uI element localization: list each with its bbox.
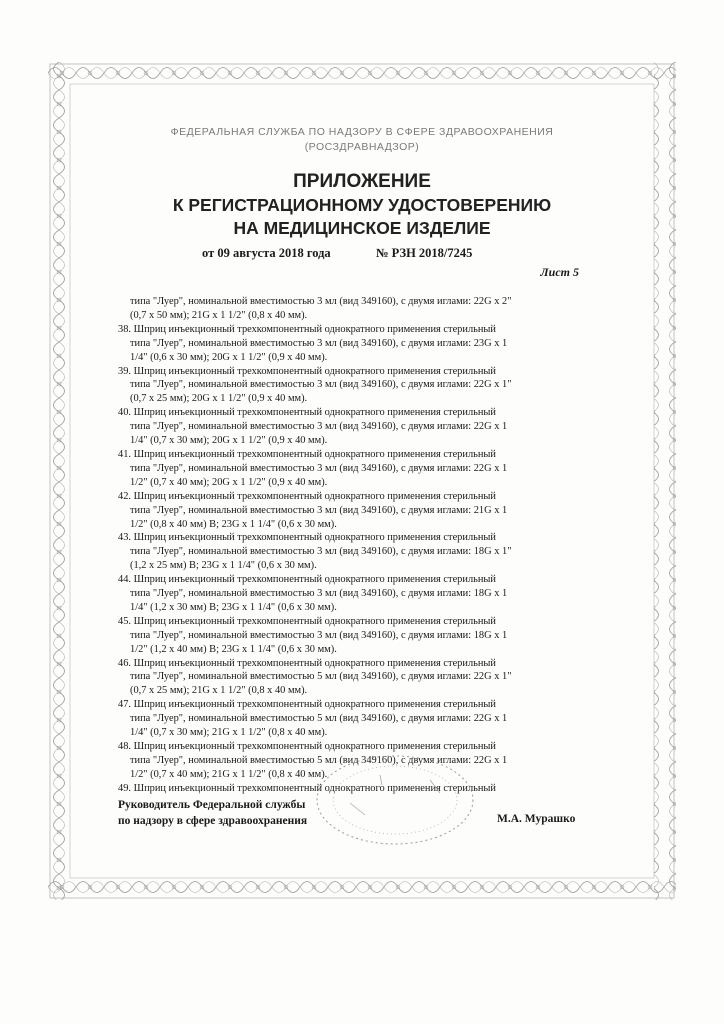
entry-line: типа "Луер", номинальной вместимостью 3 мл (вид 349160), с двумя иглами: 22G х 1: [130, 421, 508, 433]
signatory-title: [118, 797, 307, 829]
entry-line: 1/2" (0,7 х 40 мм); 20G х 1 1/2" (0,9 х 40 мм).: [130, 476, 328, 488]
entry-line: типа "Луер", номинальной вместимостью 3 мл (вид 349160), с двумя иглами: 22G х 2": [130, 296, 512, 307]
entry-line: 46. Шприц инъекционный трехкомпонентный однократного применения стерильный: [118, 657, 496, 669]
entry-line: 40. Шприц инъекционный трехкомпонентный однократного применения стерильный: [118, 407, 496, 419]
entry-line: типа "Луер", номинальной вместимостью 3 мл (вид 349160), с двумя иглами: 18G х 1: [130, 588, 508, 600]
entry-line: типа "Луер", номинальной вместимостью 3 мл (вид 349160), с двумя иглами: 22G х 1": [130, 379, 512, 391]
entry-line: 1/4" (0,6 х 30 мм); 20G х 1 1/2" (0,9 х 40 мм).: [130, 351, 328, 363]
list-item: [118, 448, 588, 490]
entry-line: 49. Шприц инъекционный трехкомпонентный однократного применения стерильный: [118, 782, 496, 794]
entry-line: (0,7 х 25 мм); 21G х 1 1/2" (0,8 х 40 мм).: [130, 685, 308, 697]
continued-entry: [118, 295, 588, 323]
entry-line: 45. Шприц инъекционный трехкомпонентный однократного применения стерильный: [118, 615, 496, 627]
list-item: [118, 323, 588, 365]
list-item: [118, 698, 588, 740]
entry-line: 1/4" (1,2 х 30 мм) В; 23G х 1 1/4" (0,6 х 30 мм).: [130, 601, 337, 613]
entry-line: типа "Луер", номинальной вместимостью 3 мл (вид 349160), с двумя иглами: 18G х 1: [130, 629, 508, 641]
list-item: [118, 406, 588, 448]
document-title: ПРИЛОЖЕНИЕ: [293, 171, 431, 192]
list-item: [118, 490, 588, 532]
entry-line: 39. Шприц инъекционный трехкомпонентный однократного применения стерильный: [118, 365, 496, 377]
official-stamp: [290, 745, 500, 845]
list-item: [118, 657, 588, 699]
entry-line: 1/4" (0,7 х 30 мм); 20G х 1 1/2" (0,9 х 40 мм).: [130, 435, 328, 447]
list-item: [118, 615, 588, 657]
entry-line: 1/2" (0,7 х 40 мм); 21G х 1 1/2" (0,8 х 40 мм).: [130, 768, 328, 780]
entry-line: типа "Луер", номинальной вместимостью 5 мл (вид 349160), с двумя иглами: 22G х 1: [130, 713, 508, 725]
agency-name: ФЕДЕРАЛЬНАЯ СЛУЖБА ПО НАДЗОРУ В СФЕРЕ ЗДРАВООХРАНЕНИЯ: [170, 126, 554, 138]
entry-line: 1/2" (0,8 х 40 мм) В; 23G х 1 1/4" (0,6 х 30 мм).: [130, 518, 337, 530]
entry-line: 38. Шприц инъекционный трехкомпонентный однократного применения стерильный: [118, 323, 496, 335]
entry-line: 43. Шприц инъекционный трехкомпонентный однократного применения стерильный: [118, 532, 496, 544]
entry-line: (0,7 х 25 мм); 20G х 1 1/2" (0,9 х 40 мм).: [130, 393, 308, 405]
entry-line: типа "Луер", номинальной вместимостью 5 мл (вид 349160), с двумя иглами: 22G х 1: [130, 754, 508, 766]
document-subtitle-2: НА МЕДИЦИНСКОЕ ИЗДЕЛИЕ: [233, 218, 491, 238]
entry-line: 1/4" (0,7 х 30 мм); 21G х 1 1/2" (0,8 х 40 мм).: [130, 727, 328, 739]
entry-line: 44. Шприц инъекционный трехкомпонентный однократного применения стерильный: [118, 574, 496, 586]
entry-line: (0,7 х 50 мм); 21G х 1 1/2" (0,8 х 40 мм).: [130, 309, 308, 321]
list-item: [118, 573, 588, 615]
entry-line: типа "Луер", номинальной вместимостью 3 мл (вид 349160), с двумя иглами: 22G х 1: [130, 462, 508, 474]
entry-line: типа "Луер", номинальной вместимостью 3 мл (вид 349160), с двумя иглами: 18G х 1": [130, 546, 512, 558]
signatory-title-line-1: Руководитель Федеральной службы: [118, 799, 306, 811]
sheet-number: Лист 5: [540, 265, 579, 279]
entry-line: типа "Луер", номинальной вместимостью 3 мл (вид 349160), с двумя иглами: 21G х 1: [130, 504, 508, 516]
entry-line: 41. Шприц инъекционный трехкомпонентный однократного применения стерильный: [118, 448, 496, 460]
registration-number: № РЗН 2018/7245: [376, 246, 473, 260]
list-item: [118, 365, 588, 407]
entry-line: типа "Луер", номинальной вместимостью 5 мл (вид 349160), с двумя иглами: 22G х 1": [130, 671, 512, 683]
signatory-name: М.А. Мурашко: [497, 813, 576, 825]
entry-line: 47. Шприц инъекционный трехкомпонентный однократного применения стерильный: [118, 699, 496, 711]
document-subtitle-1: К РЕГИСТРАЦИОННОМУ УДОСТОВЕРЕНИЮ: [172, 195, 552, 215]
entry-line: 42. Шприц инъекционный трехкомпонентный однократного применения стерильный: [118, 490, 496, 502]
entry-line: 48. Шприц инъекционный трехкомпонентный однократного применения стерильный: [118, 741, 496, 752]
entry-line: типа "Луер", номинальной вместимостью 3 мл (вид 349160), с двумя иглами: 23G х 1: [130, 337, 508, 349]
entry-line: 1/2" (1,2 х 40 мм) В; 23G х 1 1/4" (0,6 х 30 мм).: [130, 643, 337, 655]
agency-abbreviation: (РОСЗДРАВНАДЗОР): [304, 141, 420, 153]
signatory-title-line-2: по надзору в сфере здравоохранения: [118, 815, 308, 827]
device-list: [118, 295, 588, 796]
document-date: от 09 августа 2018 года: [202, 246, 331, 260]
entry-line: (1,2 х 25 мм) В; 23G х 1 1/4" (0,6 х 30 мм).: [130, 560, 317, 572]
list-item: [118, 531, 588, 573]
